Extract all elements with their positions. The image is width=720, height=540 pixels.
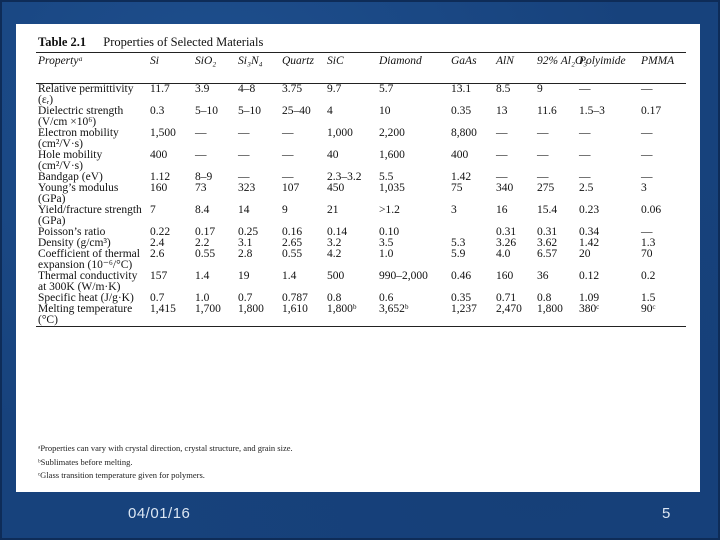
table-cell: 19 [238, 270, 250, 282]
column-header: Diamond [377, 53, 449, 84]
table-cell: 1,035 [379, 182, 405, 194]
table-cell: 0.31 [496, 226, 517, 238]
table-cell: 0.16 [282, 226, 303, 238]
footnote: ᶜGlass transition temperature given for polymers. [38, 470, 205, 480]
table-cell: 1,800 [236, 304, 280, 327]
table-cell: 5.7 [379, 83, 394, 95]
properties-table [36, 52, 686, 327]
table-title: Properties of Selected Materials [103, 35, 264, 49]
table-cell: 323 [238, 182, 256, 194]
table-cell: 4 [327, 105, 333, 117]
table-cell: 0.10 [379, 226, 400, 238]
table-cell: 1.4 [195, 270, 210, 282]
table-cell: 1.5 [641, 292, 656, 304]
table-row [36, 183, 686, 205]
table-cell: 5.9 [451, 248, 466, 260]
table-cell: 1.3 [641, 237, 656, 249]
table-cell: — [496, 127, 508, 139]
page-number: 5 [662, 505, 671, 522]
table-cell: 5–10 [238, 105, 261, 117]
table-cell: 9 [282, 204, 288, 216]
table-cell: — [641, 171, 653, 183]
table-cell: 2.65 [282, 237, 303, 249]
column-header: 92% Al₂O₃ [535, 53, 577, 84]
table-cell: 14 [238, 204, 250, 216]
table-cell: 500 [327, 270, 345, 282]
table-cell: 2.6 [150, 248, 165, 260]
table-cell: 1.4 [282, 270, 297, 282]
table-row [36, 304, 686, 327]
table-cell: 7 [150, 204, 156, 216]
column-header: Quartz [280, 53, 325, 84]
property-name: Density (g/cm³) [38, 237, 111, 249]
table-cell: — [238, 171, 250, 183]
table-cell: 1.42 [579, 237, 600, 249]
table-cell: 3.75 [282, 83, 303, 95]
table-cell: 15.4 [537, 204, 558, 216]
table-cell: — [641, 83, 653, 95]
table-cell: — [238, 127, 250, 139]
table-cell: 8.4 [195, 204, 210, 216]
table-cell: 0.71 [496, 292, 517, 304]
table-cell: — [238, 149, 250, 161]
table-cell: 11.7 [150, 83, 170, 95]
table-cell: 0.31 [537, 226, 558, 238]
table-cell: 0.17 [641, 105, 662, 117]
table-cell: — [641, 127, 653, 139]
table-cell: 1.09 [579, 292, 600, 304]
table-cell: 8–9 [195, 171, 213, 183]
table-cell: 1,800ᵇ [325, 304, 377, 327]
table-cell: 0.46 [451, 270, 472, 282]
table-cell: 2,470 [494, 304, 535, 327]
property-name: Yield/fracture strength (GPa) [38, 204, 142, 227]
table-cell: — [579, 171, 591, 183]
table-cell: — [579, 127, 591, 139]
table-cell: 0.12 [579, 270, 600, 282]
table-cell: 0.14 [327, 226, 348, 238]
property-name: Specific heat (J/g·K) [38, 292, 134, 304]
table-cell: 400 [451, 149, 469, 161]
table-cell: 3.62 [537, 237, 558, 249]
table-cell: 40 [327, 149, 339, 161]
table-cell: 9 [537, 83, 543, 95]
table-cell: 275 [537, 182, 555, 194]
footnote: ᵃProperties can vary with crystal direction, crystal structure, and grain size. [38, 443, 293, 453]
table-row [36, 205, 686, 227]
table-cell: 5.3 [451, 237, 466, 249]
table-cell: — [282, 171, 294, 183]
footnote: ᵇSublimates before melting. [38, 456, 133, 467]
table-cell: 21 [327, 204, 339, 216]
table-cell: 1,415 [148, 304, 193, 327]
table-cell: 450 [327, 182, 345, 194]
table-cell: 0.7 [150, 292, 165, 304]
table-cell: 107 [282, 182, 300, 194]
table-cell: 16 [496, 204, 508, 216]
table-cell: 0.06 [641, 204, 662, 216]
table-cell: 990–2,000 [379, 270, 428, 282]
column-header: AlN [494, 53, 535, 84]
table-cell: 0.7 [238, 292, 253, 304]
table-cell: — [282, 149, 294, 161]
table-cell: 3.26 [496, 237, 517, 249]
table-cell: — [496, 171, 508, 183]
table-cell: 2,200 [379, 127, 405, 139]
table-cell: 90ᶜ [639, 304, 686, 327]
table-cell: 2.2 [195, 237, 210, 249]
table-cell: 157 [150, 270, 168, 282]
property-name: Dielectric strength (V/cm ×10⁶) [38, 105, 124, 128]
table-cell: 1.12 [150, 171, 171, 183]
table-cell: 0.55 [195, 248, 216, 260]
table-cell: 0.17 [195, 226, 216, 238]
table-cell: 1,500 [150, 127, 176, 139]
table-cell: 160 [496, 270, 514, 282]
table-cell: 0.55 [282, 248, 303, 260]
property-name: Hole mobility (cm²/V·s) [38, 149, 103, 172]
property-name: Electron mobility (cm²/V·s) [38, 127, 119, 150]
table-cell: — [641, 226, 653, 238]
table-cell: 0.23 [579, 204, 600, 216]
table-image [16, 24, 700, 492]
table-cell: 0.35 [451, 292, 472, 304]
table-cell: 2.4 [150, 237, 165, 249]
table-cell: 0.3 [150, 105, 165, 117]
column-header: GaAs [449, 53, 494, 84]
table-body [36, 84, 686, 327]
table-row [36, 249, 686, 271]
table-cell: — [579, 149, 591, 161]
table-cell: — [537, 171, 549, 183]
column-header: Si [148, 53, 193, 84]
table-cell: 3 [451, 204, 457, 216]
table-header-row [36, 53, 686, 84]
table-row [36, 84, 686, 107]
table-cell: 8,800 [451, 127, 477, 139]
table-cell: 0.35 [451, 105, 472, 117]
column-header: SiO₂ [193, 53, 236, 84]
table-cell: >1.2 [379, 204, 400, 216]
table-cell: 0.6 [379, 292, 394, 304]
table-cell: 3.5 [379, 237, 394, 249]
table-cell: 1,800 [535, 304, 577, 327]
table-cell: 3,652ᵇ [377, 304, 449, 327]
table-cell: 1.5–3 [579, 105, 605, 117]
footer-date: 04/01/16 [128, 505, 191, 522]
table-cell: 25–40 [282, 105, 311, 117]
table-cell: 3.9 [195, 83, 210, 95]
table-cell: 5.5 [379, 171, 394, 183]
property-name: Young’s modulus (GPa) [38, 182, 119, 205]
column-header: Si₃N₄ [236, 53, 280, 84]
table-row [36, 271, 686, 293]
column-header: SiC [325, 53, 377, 84]
table-cell: 160 [150, 182, 168, 194]
table-cell: 1,700 [193, 304, 236, 327]
table-row [36, 128, 686, 150]
table-cell: 1.42 [451, 171, 472, 183]
table-number: Table 2.1 [38, 35, 87, 49]
table-cell: — [282, 127, 294, 139]
table-cell: 0.8 [537, 292, 552, 304]
table-cell: 8.5 [496, 83, 511, 95]
table-cell: 3.2 [327, 237, 342, 249]
table-row [36, 150, 686, 172]
table-cell: 20 [579, 248, 591, 260]
property-name: Thermal conductivity at 300K (W/m·K) [38, 270, 138, 293]
table-cell: 36 [537, 270, 549, 282]
table-cell: 2.3–3.2 [327, 171, 362, 183]
table-cell: — [641, 149, 653, 161]
table-cell: 1.0 [195, 292, 210, 304]
column-header: PMMA [639, 53, 686, 84]
table-cell: 4–8 [238, 83, 256, 95]
table-caption [38, 35, 263, 50]
table-cell: 9.7 [327, 83, 342, 95]
column-header-property: Propertyᵃ [36, 53, 148, 84]
table-cell: 0.2 [641, 270, 656, 282]
table-cell: 2.5 [579, 182, 594, 194]
table-cell: 0.25 [238, 226, 259, 238]
table-cell: — [537, 127, 549, 139]
property-name: Poisson’s ratio [38, 226, 106, 238]
table-cell: 4.2 [327, 248, 342, 260]
table-cell: 3 [641, 182, 647, 194]
table-cell: 2.8 [238, 248, 253, 260]
table-row [36, 106, 686, 128]
table-cell: 1,237 [449, 304, 494, 327]
table-cell: 10 [379, 105, 391, 117]
table-cell: 1,000 [327, 127, 353, 139]
table-cell: 70 [641, 248, 653, 260]
table-cell: 4.0 [496, 248, 511, 260]
table-cell: 73 [195, 182, 207, 194]
table-cell: 1.0 [379, 248, 394, 260]
property-name: Bandgap (eV) [38, 171, 103, 183]
table-cell: 5–10 [195, 105, 218, 117]
table-cell: — [579, 83, 591, 95]
table-cell: 13 [496, 105, 508, 117]
table-cell: 3.1 [238, 237, 253, 249]
table-cell: 13.1 [451, 83, 472, 95]
table-cell: — [195, 127, 207, 139]
table-cell: — [496, 149, 508, 161]
table-cell: 380ᶜ [577, 304, 639, 327]
table-cell: — [537, 149, 549, 161]
table-cell: — [195, 149, 207, 161]
table-cell: 1,610 [280, 304, 325, 327]
table-cell: 75 [451, 182, 463, 194]
table-cell: 6.57 [537, 248, 558, 260]
footnotes [38, 442, 293, 483]
property-name: Melting temperature (°C) [36, 304, 148, 327]
property-name: Coefficient of thermal expansion (10⁻⁶/°C) [38, 248, 140, 271]
table-cell: 1,600 [379, 149, 405, 161]
table-cell: 340 [496, 182, 514, 194]
column-header: Polyimide [577, 53, 639, 84]
property-name: Relative permittivity (εᵣ) [38, 83, 134, 106]
table-cell: 11.6 [537, 105, 557, 117]
table-cell: 0.34 [579, 226, 600, 238]
table-cell: 400 [150, 149, 168, 161]
table-cell: 0.787 [282, 292, 308, 304]
table-cell: 0.22 [150, 226, 171, 238]
table-cell: 0.8 [327, 292, 342, 304]
